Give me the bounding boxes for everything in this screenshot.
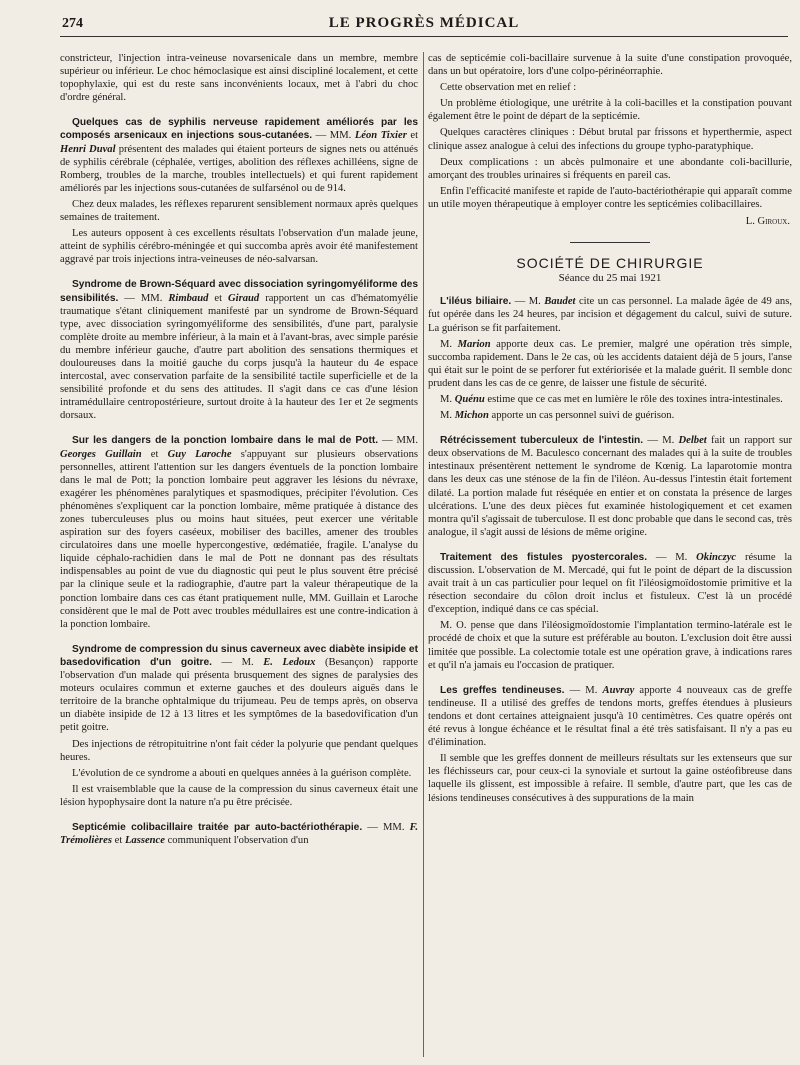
author: Baudet (544, 296, 576, 308)
paragraph: constricteur, l'injection intra-veineuse novarsenicale dans un membre, membre supérieur ou inférieur. Le choc hémoclasique est ainsi discipliné localement, et cette topophylaxie, qui est du reste sans inconvénients locaux, met à l'abri du choc d'ordre général. (60, 53, 418, 104)
author: Georges Guillain (60, 448, 142, 460)
article-lead: Rétrécissement tuberculeux de l'intestin. — M. Delbet fait un rapport sur deux observations de M. Baculesco concernant des malades qui à la suite de troubles intestinaux présentèrent nettement le syndrome de Kœnig. La laparotomie montra dans les deux cas une sténose de la fin de l'iléon. Au-dessus l'intestin était fortement dilaté. La portion malade fut réséquée en entier et on constata la présence de larges ulcérations. L'une des deux pièces fut examinée histologiquement et cet examen montra qu'il s'agissait de tuberculose. Il est donc probable que dans le second cas, très analogue, il s'agit aussi de lésions de même origine. (428, 435, 792, 538)
article-title: Septicémie colibacillaire traitée par auto-bactériothérapie. (72, 821, 363, 833)
article-text: apporte 4 nouveaux cas de greffe tendineuse. Il a utilisé des greffes de tendons morts, greffes étendues à plusieurs tendons et dont certaines atteignaient jusqu'à 10 centimètres. Ces quatre opérés ont été revus à longue échéance et le résultat final a été très satisfaisant. Il n'y a pas eu d'élimination. (428, 684, 792, 749)
paragraph: M. Michon apporte un cas personnel suivi de guérison. (440, 410, 675, 422)
column-rule (423, 52, 424, 1057)
article-brown-sequard (60, 278, 418, 422)
article-text: résume la discussion. L'observation de M. Mercadé, qui fut le point de départ de la discussion avait trait à un cas particulier pour lequel on fit l'iléosigmoïdostomie primitive et la résection secondaire du côlon droit inclus et fistuleux. C'est là un procédé d'exception, indiqué dans ce cas spécial. (428, 551, 792, 616)
article-title: Les greffes tendineuses. (440, 684, 565, 696)
page-header (60, 14, 788, 37)
author: F. Trémolières (60, 821, 418, 847)
article-text: rapportent un cas d'hématomyélie traumatique s'étant cliniquement manifesté par un syndrome de Brown-Séquard type, avec dissociation syringomyéliforme des sensibilités, d'une part, paralysie complète droite au membre inférieur, à la main et à l'avant-bras, avec simple parésie du membre inférieur gauche, d'autre part abolition des sensations thermiques et douloureuses dans la moitié gauche du corps jusqu'à la hauteur du 4e espace intercostal, avec conservation parfaite de la sensibilité tactile superficielle et de la sensibilité profonde et du sens des attitudes. Il s'agit dans ce cas d'une lésion intramédullaire centropostérieure, surtout droite à la hauteur des 1er et 2e segments dorsaux. (60, 292, 418, 422)
paragraph: Quelques caractères cliniques : Début brutal par frissons et hyperthermie, aspect clinique assez analogue à celui des infections du groupe typho-paratyphique. (428, 127, 792, 152)
paragraph: M. Marion apporte deux cas. Le premier, malgré une opération très simple, succomba rapidement. Dans le 2e cas, où les accidents dataient déjà de 5 jours, l'anse qui était sur le point de se perforer fut extériorisée et la malade guérit. Il semble donc prudent dans les cas de ce genre, de laisser une fistule de sécurité. (428, 338, 792, 389)
article-title: Sur les dangers de la ponction lombaire dans le mal de Pott. (72, 435, 379, 447)
page-number: 274 (62, 16, 83, 31)
article-intro-continuation (60, 52, 418, 104)
article-text: fait un rapport sur deux observations de M. Baculesco concernant des malades qui à la suite de troubles intestinaux présentèrent nettement le syndrome de Kœnig. La laparotomie montra dans les deux cas une sténose de la fin de l'iléon. Au-dessus l'intestin était fortement dilaté. La portion malade fut réséquée en entier et on constata la présence de larges ulcérations. L'une des deux pièces fut examinée histologiquement et cet examen montra qu'il s'agissait de tuberculose. Il est donc probable que dans le second cas, très analogue, il s'agit aussi de lésions de même origine. (428, 435, 792, 538)
section-title: SOCIÉTÉ DE CHIRURGIE (516, 255, 704, 272)
article-lead: Syndrome de Brown-Séquard avec dissociation syringomyéliforme des sensibilités. — MM. Rimbaud et Giraud rapportent un cas d'hématomyélie traumatique s'étant cliniquement manifesté par un syndrome de Brown-Séquard type, avec dissociation syringomyéliforme des sensibilités, d'une part, paralysie complète droite au membre inférieur, à la main et à l'avant-bras, avec simple parésie du membre inférieur gauche, d'autre part abolition des sensations thermiques et douloureuses dans la moitié gauche du corps jusqu'à la hauteur du 4e espace intercostal, avec conservation parfaite de la sensibilité tactile superficielle et de la sensibilité profonde et du sens des attitudes. Il s'agit dans ce cas d'une lésion intramédullaire centropostérieure, surtout droite à la hauteur des 1er et 2e segments dorsaux. (60, 279, 418, 422)
article-lead: Quelques cas de syphilis nerveuse rapidement améliorés par les composés arsenicaux en injections sous-cutanées. — MM. Léon Tixier et Henri Duval présentent des malades qui étaient porteurs de signes nets ou atténués de syphilis cérébrale (céphalée, vertiges, abolition des réflexes achilléens, signe de Romberg, troubles de la marche, troubles intellectuels) et qui furent rapidement améliorés par les injections sous-cutanées de sulfarsénol ou de 914. (60, 117, 418, 194)
article-retrecissement-tuberculeux (428, 434, 792, 539)
article-lead: Syndrome de compression du sinus caverneux avec diabète insipide et basedovification d'un goitre. — M. E. Ledoux (Besançon) rapporte l'observation d'un malade qui présenta brusquement des signes de paralysies des moteurs oculaires commun et externe gauches et des douleurs aiguës dans le territoire de la branche ophtalmique du trijumeau. Peu de temps après, on observa un diabète insipide de 12 à 13 litres et les symptômes de la basedovification d'un petit goitre. (60, 643, 418, 734)
author: E. Ledoux (263, 656, 316, 668)
author: Quénu (454, 393, 485, 405)
paragraph: M. Quénu estime que ce cas met en lumière le rôle des toxines intra-intestinales. (440, 393, 783, 405)
article-ponction-lombaire (60, 434, 418, 630)
article-text: présentent des malades qui étaient porteurs de signes nets ou atténués de syphilis cérébrale (céphalée, vertiges, abolition des réflexes achilléens, signe de Romberg, troubles de la marche, troubles intellectuels) et qui furent rapidement améliorés par les injections sous-cutanées de sulfarsénol ou de 914. (60, 143, 418, 194)
author: Michon (454, 410, 489, 422)
author: Rimbaud (168, 292, 209, 304)
section-date: Séance du 25 mai 1921 (558, 272, 662, 285)
author: Guy Laroche (167, 448, 232, 460)
paragraph: Il semble que les greffes donnent de meilleurs résultats sur les extenseurs que sur les fléchisseurs car, pour ceux-ci la synoviale et surtout la gaine ostéofibreuse dans laquelle ils glissent, est impossible à refaire. Il semble, d'autre part, que les cas de lésions tendineuses consécutives à des suppurations de la main (428, 753, 792, 804)
author: Léon Tixier (354, 130, 407, 142)
journal-title: LE PROGRÈS MÉDICAL (328, 15, 520, 31)
article-septicemie-continuation (428, 52, 792, 228)
article-fistules-pyostercorales (428, 551, 792, 672)
section-divider (570, 242, 650, 243)
author: Auvray (602, 684, 635, 696)
paragraph: Un problème étiologique, une urétrite à la coli-bacilles et la constipation pouvant également être le point de départ de la septicémie. (428, 98, 792, 123)
article-septicemie (60, 821, 418, 847)
article-text: cite un cas personnel. La malade âgée de 49 ans, fut opérée dans les 24 heures, par incision et dégagement du calcul, suivi de suture. La guérison se fit parfaitement. (428, 296, 792, 334)
author: Okinczyc (696, 551, 737, 563)
author: Marion (457, 338, 491, 350)
article-title: Quelques cas de syphilis nerveuse rapidement améliorés par les composés arsenicaux en injections sous-cutanées. (60, 117, 418, 142)
paragraph: Des injections de rétropituitrine n'ont fait céder la polyurie que pendant quelques heures. (60, 738, 418, 763)
paragraph: Cette observation met en relief : (440, 82, 577, 94)
author: Giraud (228, 292, 260, 304)
paragraph: M. O. pense que dans l'iléosigmoïdostomie l'implantation termino-latérale est le procédé de choix et que la suture est préférable au bouton. L'exclusion doit être aussi limitée que possible. La colectomie totale est une opération grave, à indications rares et qu'il n'a jamais eu l'occasion de pratiquer. (428, 620, 792, 671)
article-text: s'appuyant sur plusieurs observations personnelles, attirent l'attention sur les dangers éventuels de la ponction lombaire dans le mal de Pott; la ponction lombaire peut aggraver les lésions du névraxe, exagérer les phénomènes paralytiques et spasmodiques, précipiter l'évolution. Ces phénomènes s'expliquent car la ponction lombaire, même pratiquée à distance des zones tuberculeuses plus ou moins haut situées, peut exercer une véritable aspiration sur des foyers caséeux, mobiliser des bacilles, amener des troubles circulatoires dans une moelle hypercongestive, œdématiée, fragile. L'analyse du liquide céphalo-rachidien dans le mal de Pott ne donnant pas des résultats indispensables au point de vue du diagnostic qui peut le plus souvent être précisé par la clinique seule et la radiographie, d'autre part la valeur thérapeutique de la ponction lombaire dans ces cas étant pratiquement nulle, MM. Guillain et Laroche considèrent que le mal de Pott avec troubles médullaires est une contre-indication à la ponction lombaire. (60, 448, 418, 630)
article-lead: Sur les dangers de la ponction lombaire dans le mal de Pott. — MM. Georges Guillain et Guy Laroche s'appuyant sur plusieurs observations personnelles, attirent l'attention sur les dangers éventuels de la ponction lombaire dans le mal de Pott; la ponction lombaire peut aggraver les lésions du névraxe, exagérer les phénomènes paralytiques et spasmodiques, précipiter l'évolution. Ces phénomènes s'expliquent car la ponction lombaire, même pratiquée à distance des zones tuberculeuses plus ou moins haut situées, peut exercer une véritable aspiration sur des foyers caséeux, mobiliser des bacilles, amener des troubles circulatoires dans une moelle hypercongestive, œdématiée, fragile. L'analyse du liquide céphalo-rachidien dans le mal de Pott ne donnant pas des résultats indispensables au point de vue du diagnostic qui peut le plus souvent être précisé par la clinique seule et la radiographie, d'autre part la valeur thérapeutique de la ponction lombaire dans ces cas étant pratiquement nulle, MM. Guillain et Laroche considèrent que le mal de Pott avec troubles médullaires est une contre-indication à la ponction lombaire. (60, 435, 418, 630)
article-title: Rétrécissement tuberculeux de l'intestin. (440, 435, 644, 447)
article-greffes-tendineuses (428, 684, 792, 805)
article-text: communiquent l'observation d'un (164, 835, 309, 847)
author: Lassence (124, 835, 165, 847)
paragraph: Les auteurs opposent à ces excellents résultats l'observation d'un malade jeune, atteint de syphilis cérébro-méningée et qui succomba après avoir été manifestement aggravé par trois injections intra-veineuses de néo-salvarsan. (60, 228, 418, 266)
left-column (60, 52, 418, 1062)
paragraph: Deux complications : un abcès pulmonaire et une abondante coli-bacillurie, amorçant des troubles urinaires si fréquents en pareil cas. (428, 156, 792, 181)
right-column (428, 52, 792, 1062)
article-lead: Les greffes tendineuses. — M. Auvray apporte 4 nouveaux cas de greffe tendineuse. Il a utilisé des greffes de tendons morts, greffes étendues à plusieurs tendons et dont certaines atteignaient jusqu'à 10 centimètres. Ces quatre opérés ont été revus à longue échéance et le résultat final a été très satisfaisant. Il n'y a pas eu d'élimination. (428, 684, 792, 749)
paragraph: Il est vraisemblable que la cause de la compression du sinus caverneux était une lésion hypophysaire dont la nature n'a pu être précisée. (60, 783, 418, 808)
paragraph: Chez deux malades, les réflexes reparurent sensiblement normaux après quelques semaines de traitement. (60, 198, 418, 224)
paragraph: L'évolution de ce syndrome a abouti en quelques années à la guérison complète. (72, 767, 412, 779)
article-lead: L'iléus biliaire. — M. Baudet cite un cas personnel. La malade âgée de 49 ans, fut opérée dans les 24 heures, par incision et dégagement du calcul, suivi de suture. La guérison se fit parfaitement. (428, 296, 792, 334)
paragraph: Enfin l'efficacité manifeste et rapide de l'auto-bactériothérapie qui apparaît comme un utile moyen thérapeutique à employer contre les septicémies colibacillaires. (428, 185, 792, 210)
article-sinus-caverneux (60, 643, 418, 809)
article-lead: Septicémie colibacillaire traitée par auto-bactériothérapie. — MM. F. Trémolières et Lassence communiquent l'observation d'un (60, 821, 418, 847)
author: Delbet (678, 435, 707, 447)
article-title: Traitement des fistules pyostercorales. (440, 551, 648, 563)
author: Henri Duval (60, 143, 116, 155)
article-ileus-biliaire (428, 295, 792, 422)
article-text: (Besançon) rapporte l'observation d'un malade qui présenta brusquement des signes de paralysies des moteurs oculaires commun et externe gauches et des douleurs aiguës dans le territoire de la branche ophtalmique du trijumeau. Peu de temps après, on observa un diabète insipide de 12 à 13 litres et les symptômes de la basedovification d'un petit goitre. (60, 656, 418, 734)
article-lead: Traitement des fistules pyostercorales. — M. Okinczyc résume la discussion. L'observation de M. Mercadé, qui fut le point de départ de la discussion avait trait à un cas particulier pour lequel on fit l'iléosigmoïdostomie primitive et la résection secondaire du côlon droit inclus et fistuleux. C'est là un procédé d'exception, indiqué dans ce cas spécial. (428, 551, 792, 616)
paragraph: cas de septicémie coli-bacillaire survenue à la suite d'une constipation provoquée, dans un but opératoire, lors d'une colpo-périnéorraphie. (428, 53, 792, 78)
article-title: L'iléus biliaire. (440, 296, 512, 308)
signature: L. Giroux. (745, 216, 790, 228)
article-title: Syndrome de Brown-Séquard avec dissociation syringomyéliforme des sensibilités. (60, 279, 418, 304)
article-syphilis-nerveuse (60, 116, 418, 266)
article-title: Syndrome de compression du sinus caverneux avec diabète insipide et basedovification d'un goitre. (60, 643, 418, 668)
